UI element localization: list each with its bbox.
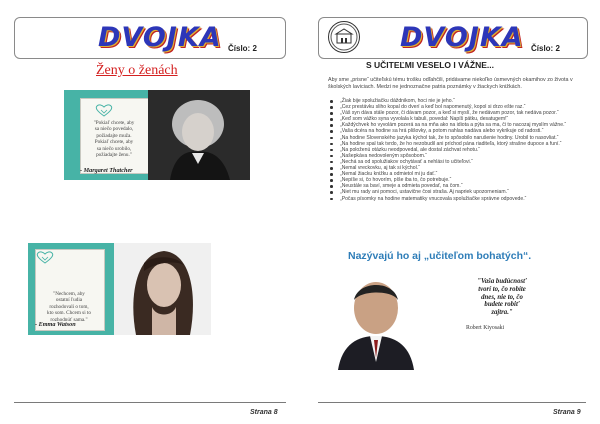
- left-footer-line: [14, 402, 286, 403]
- list-item: „Neustále sa baví, smeje a odmieta povedať, na čom.“: [328, 183, 588, 189]
- page-title-women: Ženy o ženách: [96, 63, 178, 78]
- jokes-list: [328, 98, 588, 202]
- list-item: „Každýchvek ho vyvolám pozerá sa na mňa ako na idiota a pýta sa ma, či to nacozaj myslím vážne.“: [328, 122, 588, 128]
- list-item: „Na položenú otázku neodpovedal, ale dostal záchvat rehotu.“: [328, 147, 588, 153]
- list-item: „Váš syn dáva stále pozor, či dávam pozor, a keď si myslí, že nedávam pozor, tak nedáva pozor.“: [328, 110, 588, 116]
- quote-author-watson: - Emma Watson: [35, 321, 76, 328]
- list-item: „Keď som vážko syna vyvolala k tabuli, povedal: Napíš pätku, desatugem!“: [328, 116, 588, 122]
- kiyosaki-quote: "Vaša budúcnosť tvorí to, čo robíte dnes, nie to, čo budete robiť zajtra.": [477, 278, 527, 317]
- list-item: „Niet mu rady ani pomoci, ustavične čosi straša. Aj napriek upozorneniam.“: [328, 189, 588, 195]
- list-item: „Nemal žiacku knižku a odmietol mi ju dať.“: [328, 171, 588, 177]
- portrait-watson: [114, 243, 211, 335]
- kiyosaki-author: Robert Kiyosaki: [466, 325, 505, 331]
- left-page-number: Strana 8: [250, 409, 278, 416]
- heart-icon: [35, 251, 55, 264]
- list-item: „Počas písomky na hodine matematiky vnucovala spolužiačke správne odpovede.“: [328, 196, 588, 202]
- right-footer-line: [318, 402, 586, 403]
- list-item: „Žiak bije spolužiačku dáždnikom, hoci nie je jeho.“: [328, 98, 588, 104]
- right-masthead: DVOJKA: [400, 22, 524, 53]
- list-item: „Na hodine Slovenského jazyka kýchol tak, že to spôsobilo narušenie hodiny. Urobil to nasovliat.“: [328, 135, 588, 141]
- left-issue-label: Číslo: 2: [228, 44, 257, 53]
- quote-text-thatcher: "Pokiaľ chcete, aby sa niečo povedalo, požiadajte muža. Pokiaľ chcete, aby sa niečo urobilo, požiadajte ženu.": [93, 120, 135, 159]
- list-item: „Vaša dcéra na hodine sa hrá plišovky, a potom nahlas nadáva alebo vykrikuje od radosti.“: [328, 128, 588, 134]
- portrait-thatcher: [148, 90, 250, 180]
- list-item: „Našepkáva nedovoleným spôsobom.“: [328, 153, 588, 159]
- portrait-kiyosaki: [328, 270, 423, 370]
- list-item: „Na hodine spal tak tvrdo, že ho nezobudil ani príchod pána riaditeľa, ktorý strašne dupoce a funí.“: [328, 141, 588, 147]
- intro-text: Aby sme „prisne“ učiteľskú tému trošku odľahčili, pridávame niekoľko úsmevných okamihov zo života v školských laviciach. Medzi ne jednoznačne patria poznámky v žiackych knižkách.: [328, 77, 573, 90]
- list-item: „Nechá sa od spolužiakov ochytávať a nehlási to učiteľovi.“: [328, 159, 588, 165]
- list-item: „Cez prestávku sliho kopal do dverí a keď bol napomenutý, kopol si drzo ešte raz.“: [328, 104, 588, 110]
- rich-teacher-title: Nazývajú ho aj „učiteľom bohatých“.: [348, 250, 532, 262]
- quote-text-watson: "Nechcem, aby ostatní ľudia rozhodovali o tom, kto som. Chcem si to rozhodnúť sama.": [47, 291, 91, 323]
- heart-icon: [94, 104, 114, 117]
- right-page-number: Strana 9: [553, 409, 581, 416]
- left-masthead: DVOJKA: [98, 22, 222, 53]
- list-item: „Nemal vreckovku, aj tak si kýchol.“: [328, 165, 588, 171]
- section-title: S UČITEĽMI VESELO I VÁŽNE...: [366, 60, 494, 70]
- school-logo: [328, 21, 360, 53]
- list-item: „Nepíše si, čo hovorím, píše iba to, čo potrebuje.“: [328, 177, 588, 183]
- right-issue-label: Číslo: 2: [531, 44, 560, 53]
- quote-author-thatcher: - Margaret Thatcher: [80, 167, 133, 174]
